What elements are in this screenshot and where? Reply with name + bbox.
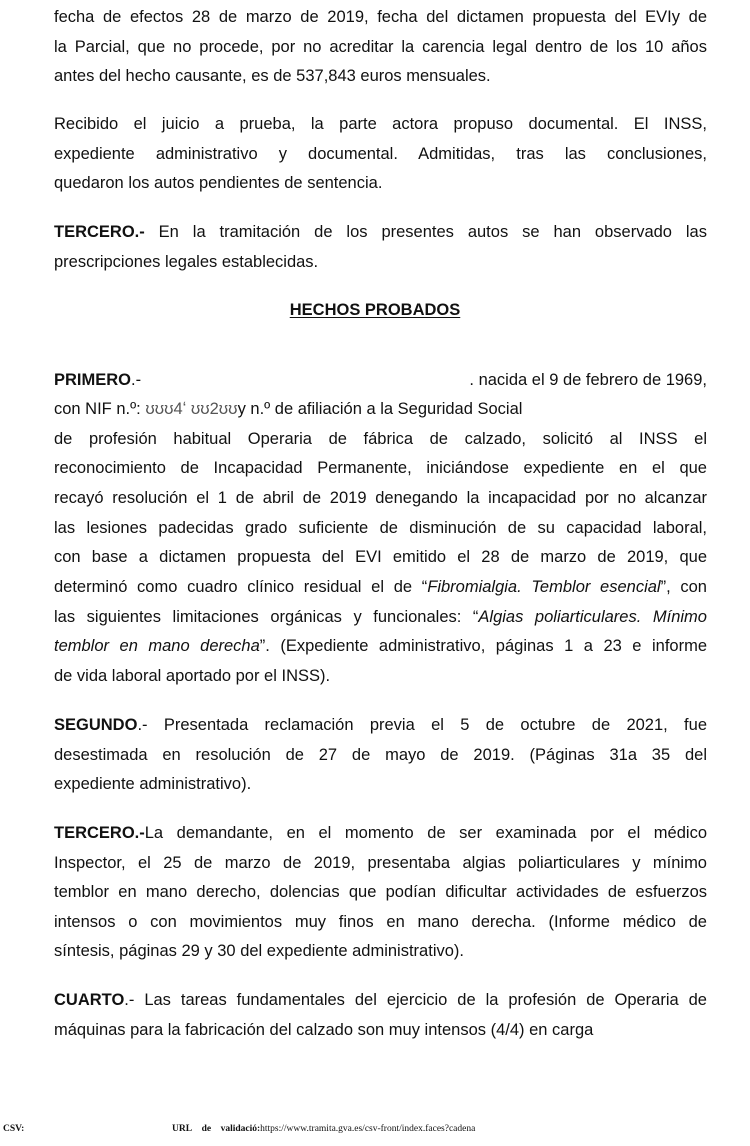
segundo-line-2: desestimada en resolución de 27 de mayo de 2019. (Páginas 31a 35 del xyxy=(54,746,707,764)
segundo-label-suffix: .- xyxy=(137,716,148,734)
segundo-line-1 xyxy=(54,715,707,735)
validation-url-link[interactable]: https://www.tramita.gva.es/csv-front/index.faces?cadena xyxy=(260,1124,476,1134)
section-heading-text: HECHOS PROBADOS xyxy=(289,301,461,319)
antecedente-tercero-line-2: prescripciones legales establecidas. xyxy=(54,253,319,271)
csv-label-text: CSV: xyxy=(3,1124,25,1134)
prueba-line-2: expediente administrativo y documental. Admitidas, tras las conclusiones, xyxy=(54,145,707,163)
cuarto-line-2: máquinas para la fabricación del calzado son muy intensos (4/4) en carga xyxy=(54,1021,594,1039)
url-label-3: validació: xyxy=(220,1124,261,1134)
prueba-line-1: Recibido el juicio a prueba, la parte actora propuso documental. El INSS, xyxy=(54,115,707,133)
antecedente-tercero-line-1 xyxy=(54,222,707,242)
cuarto-label-suffix: .- xyxy=(124,991,135,1009)
intro-line-1: fecha de efectos 28 de marzo de 2019, fecha del dictamen propuesta del EVIy de xyxy=(54,8,707,26)
primero-line-7: con base a dictamen propuesta del EVI emitido el 28 de marzo de 2019, que xyxy=(54,548,707,566)
tercero-line-4: intensos o con movimientos muy finos en mano derecha. (Informe médico de xyxy=(54,913,707,931)
intro-line-3: antes del hecho causante, es de 537,843 euros mensuales. xyxy=(54,67,491,85)
primero-line-1 xyxy=(54,370,707,390)
primero-line-8-b: ”, con xyxy=(660,578,707,596)
primero-label-suffix: .- xyxy=(131,371,142,389)
primero-line-1-tail: . nacida el 9 de febrero de 1969, xyxy=(469,371,707,389)
primero-line-9 xyxy=(54,607,707,627)
primero-line-8-a: determinó como cuadro clínico residual el de “ xyxy=(54,578,428,596)
tercero-line-1-tail: La demandante, en el momento de ser examinada por el médico xyxy=(144,824,707,842)
prueba-line-3: quedaron los autos pendientes de sentencia. xyxy=(54,174,383,192)
csv-label xyxy=(3,1124,24,1134)
primero-line-6: las lesiones padecidas grado suficiente de disminución de su capacidad laboral, xyxy=(54,519,707,537)
cuarto-line-1-tail: Las tareas fundamentales del ejercicio de la profesión de Operaria de xyxy=(134,991,707,1009)
nif-redacted-value: ʊʊʊ4ʻ ʊʊ2ʊʊ xyxy=(145,400,238,418)
cuarto-label: CUARTO xyxy=(54,991,125,1009)
segundo-line-3: expediente administrativo). xyxy=(54,775,252,793)
cuadro-clinico-italic: Fibromialgia. Temblor esencial xyxy=(427,578,661,596)
antecedente-tercero-label: TERCERO.- xyxy=(54,223,145,241)
section-heading xyxy=(0,300,750,320)
tercero-label: TERCERO.- xyxy=(54,824,145,842)
primero-line-10-b: ”. (Expediente administrativo, páginas 1 a 23 e informe xyxy=(259,637,707,655)
primero-line-11: de vida laboral aportado por el INSS). xyxy=(54,667,331,685)
primero-line-4: reconocimiento de Incapacidad Permanente, iniciándose expediente en el que xyxy=(54,459,707,477)
primero-label: PRIMERO xyxy=(54,371,132,389)
url-label-1: URL xyxy=(172,1124,193,1134)
segundo-label: SEGUNDO xyxy=(54,716,138,734)
tercero-line-5: síntesis, páginas 29 y 30 del expediente administrativo). xyxy=(54,942,464,960)
primero-line-8 xyxy=(54,577,707,597)
segundo-line-1-tail: Presentada reclamación previa el 5 de octubre de 2021, fue xyxy=(147,716,707,734)
primero-line-9-a: las siguientes limitaciones orgánicas y funcionales: “ xyxy=(54,608,479,626)
intro-line-2: la Parcial, que no procede, por no acreditar la carencia legal dentro de los 10 años xyxy=(54,38,707,56)
nif-label: con NIF n.º: xyxy=(54,400,146,418)
primero-line-2 xyxy=(54,399,707,419)
tercero-line-3: temblor en mano derecho, dolencias que podían dificultar actividades de esfuerzos xyxy=(54,883,707,901)
primero-line-5: recayó resolución el 1 de abril de 2019 denegando la incapacidad por no alcanzar xyxy=(54,489,707,507)
tercero-line-1 xyxy=(54,823,707,843)
tercero-line-2: Inspector, el 25 de marzo de 2019, presentaba algias poliarticulares y mínimo xyxy=(54,854,707,872)
limitaciones-italic-cont: temblor en mano derecha xyxy=(54,637,260,655)
url-label-2: de xyxy=(201,1124,212,1134)
primero-line-10 xyxy=(54,636,707,656)
limitaciones-italic: Algias poliarticulares. Mínimo xyxy=(478,608,707,626)
primero-line-3: de profesión habitual Operaria de fábrica de calzado, solicitó al INSS el xyxy=(54,430,707,448)
cuarto-line-1 xyxy=(54,990,707,1010)
antecedente-tercero-text: En la tramitación de los presentes autos se han observado las xyxy=(144,223,707,241)
validation-url xyxy=(172,1124,475,1134)
afiliacion-label: y n.º de afiliación a la Seguridad Social xyxy=(237,400,523,418)
